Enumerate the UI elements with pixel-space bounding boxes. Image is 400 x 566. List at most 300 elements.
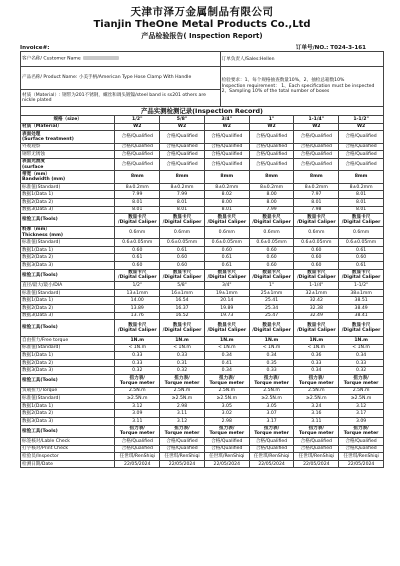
table-row [21,445,384,453]
table-cell: W2 [294,123,339,131]
invoice-label: Invoice#: [20,45,50,51]
table-cell: 合格/Qualified [294,143,339,151]
row-label: 数据2(Data 2) [21,359,115,367]
table-cell: 扭力表/ Torque meter [160,375,205,388]
column-header: 1" [249,116,294,124]
table-row [21,269,384,282]
table-cell: 合格/Qualified [204,143,249,151]
row-label: 标准值(Standard) [21,183,115,191]
table-row [21,254,384,262]
table-cell: 5/8" [160,282,205,290]
table-cell: 0.6mm [160,226,205,239]
table-cell: 0.61 [204,262,249,270]
table-cell: 数显卡尺 /Digital Caliper [115,269,160,282]
sales-cell: 订单负责人/Sales:Hellen [220,52,383,67]
requirements-cell [220,67,383,107]
table-cell: 22/05/2024 [249,460,294,468]
row-label: 数据1(Data 1) [21,191,115,199]
table-cell: 8±0.2mm [339,183,384,191]
table-cell: 合格/Qualified [339,131,384,144]
table-cell: 合格/Qualified [294,445,339,453]
customer-cell [21,52,221,67]
table-cell: 0.60 [339,254,384,262]
table-cell: 合格/Qualified [115,131,160,144]
table-cell: 0.33 [249,367,294,375]
table-cell: < 1N.m [115,344,160,352]
table-cell: 合格/Qualified [339,151,384,159]
table-cell: 2.98 [160,402,205,410]
table-row [21,312,384,320]
table-cell: 8±0.2mm [294,183,339,191]
customer-label: 客户名称/ Customer Name [22,56,81,62]
table-cell: 0.60 [294,254,339,262]
table-cell: 0.35 [249,359,294,367]
table-cell: 扭力表/ Torque meter [339,425,384,438]
table-cell: 合格/Qualified [160,445,205,453]
table-cell: 7.98 [294,206,339,214]
table-cell: 3.17 [339,410,384,418]
table-cell: ≥2.5N.m [249,395,294,403]
table-cell: 22/05/2024 [115,460,160,468]
table-cell: 8.01 [160,199,205,207]
table-cell: 25.41 [249,297,294,305]
table-cell: 8±0.2mm [160,183,205,191]
row-label: 料厚（mm） Thickness (mm) [21,226,115,239]
table-cell: 扭力表/ Torque meter [249,375,294,388]
table-cell: 0.33 [115,352,160,360]
table-cell: 25±1mm [249,289,294,297]
table-row [21,239,384,247]
table-cell: 合格/Qualified [294,438,339,446]
table-cell: 合格/Qualified [249,445,294,453]
table-cell: 合格/Qualified [160,143,205,151]
row-label: 标准值(Standard) [21,395,115,403]
table-cell: 8.01 [294,199,339,207]
table-cell: 38.51 [339,297,384,305]
table-cell: 合格/Qualified [115,445,160,453]
table-cell: 0.34 [294,367,339,375]
table-cell: 8.00 [249,199,294,207]
table-cell: 1N.m [339,337,384,345]
table-cell: 0.33 [294,359,339,367]
table-cell: 合格/Qualified [294,131,339,144]
row-label: 外观观察 [21,143,115,151]
table-cell: 0.61 [115,254,160,262]
row-label: 检验员/Inspector [21,453,115,461]
table-row [21,460,384,468]
table-cell: 13.89 [115,304,160,312]
table-cell: W2 [339,123,384,131]
table-row [21,438,384,446]
table-cell: 32.38 [294,304,339,312]
table-cell: ≥2.5N.m [115,395,160,403]
table-row [21,387,384,395]
column-header: 5/8" [160,116,205,124]
table-cell: 数显卡尺 /Digital Caliper [339,269,384,282]
table-cell: W2 [249,123,294,131]
table-row [21,367,384,375]
table-cell: 1N.m [160,337,205,345]
row-label: 数据2(Data 2) [21,410,115,418]
table-cell: 任世琪/RenShiqi [249,453,294,461]
table-cell: 任世琪/RenShiqi [339,453,384,461]
table-cell: 8.01 [339,191,384,199]
table-cell: 8.00 [204,199,249,207]
table-cell: 0.6±0.05mm [294,239,339,247]
table-cell: 0.6mm [339,226,384,239]
table-cell: 合格/Qualified [204,445,249,453]
table-cell: < 1N.m [160,344,205,352]
table-cell: 0.34 [339,352,384,360]
table-row [21,143,384,151]
table-cell: 0.32 [115,367,160,375]
table-cell: 数显卡尺 /Digital Caliper [249,320,294,337]
table-cell: 0.6mm [115,226,160,239]
table-cell: 合格/Qualified [249,131,294,144]
table-cell: 合格/Qualified [249,438,294,446]
table-cell: 1-1/2" [339,282,384,290]
table-cell: 合格/Qualified [115,143,160,151]
table-cell: ≥2.5N.m [294,395,339,403]
table-cell: 32.42 [294,297,339,305]
table-row [21,395,384,403]
table-row [21,417,384,425]
order-number: 订单号/NO.: T024-3-161 [295,45,366,51]
table-cell: 3.17 [249,417,294,425]
table-cell: 任世琪/RenShiqi [115,453,160,461]
table-cell: 1N.m [249,337,294,345]
table-cell: 8±0.2mm [249,183,294,191]
table-cell: W2 [115,123,160,131]
table-row [21,359,384,367]
table-cell: 3.12 [339,402,384,410]
material-cell: 材质（Material）: 钢带为201不锈钢，螺丝和调头镀镍/steel band is ss201 others are nickle plated [21,90,221,107]
table-cell: 3.24 [294,402,339,410]
table-cell: 3.11 [115,417,160,425]
table-cell: 8.00 [249,191,294,199]
column-header: 规格（size） [21,116,115,124]
table-cell: 扭力表/ Torque meter [294,375,339,388]
table-cell: 3.12 [160,417,205,425]
requirement-2: 2、Sampling 10% of the total number of boxes [221,89,330,95]
table-cell: 22/05/2024 [204,460,249,468]
table-cell: 合格/Qualified [160,438,205,446]
table-cell: 3.05 [204,402,249,410]
table-cell: 8.01 [160,206,205,214]
row-label: 打字核对/Print Check [21,445,115,453]
table-row [21,304,384,312]
table-cell: 32±1mm [294,289,339,297]
table-cell: ≥2.5N.m [160,395,205,403]
table-cell: 8mm [249,171,294,184]
requirements-cn: 检验要求：1、每个规格抽查数量10%，2、抽检总箱数10% [221,78,345,84]
table-row [21,282,384,290]
table-row [21,206,384,214]
table-cell: 0.6mm [294,226,339,239]
table-cell: 1-1/4" [294,282,339,290]
table-row [21,425,384,438]
table-cell: 0.34 [249,352,294,360]
order-info-table [20,51,384,107]
table-cell: 22/05/2024 [294,460,339,468]
table-cell: 8.01 [339,206,384,214]
table-cell: 3.16 [294,410,339,418]
table-cell: 0.33 [160,352,205,360]
row-label: 数据2(Data 2) [21,254,115,262]
table-cell: 8±0.2mm [204,183,249,191]
table-cell: 0.61 [339,246,384,254]
table-cell: 19.89 [204,304,249,312]
table-cell: 合格/Qualified [160,131,205,144]
column-header: 1-1/2" [339,116,384,124]
table-cell: 合格/Qualified [339,438,384,446]
table-cell: 合格/Qualified [249,151,294,159]
table-row [21,246,384,254]
table-row [21,402,384,410]
table-cell: 数显卡尺 /Digital Caliper [204,214,249,227]
table-cell: 数显卡尺 /Digital Caliper [160,269,205,282]
row-label: 标准值(Standard) [21,289,115,297]
row-label: 检验工具(Tools) [21,269,115,282]
table-row [21,158,384,171]
row-label: 数据3(Data 3) [21,367,115,375]
table-row [21,375,384,388]
report-title: 产品检验报告( Inspection Report) [141,32,263,40]
row-label: 数据1(Data 1) [21,402,115,410]
table-cell: 8.01 [204,206,249,214]
table-cell: 0.6±0.05mm [249,239,294,247]
table-cell: 0.60 [115,262,160,270]
row-label: 数据3(Data 3) [21,312,115,320]
inspection-record-table [20,115,384,468]
table-cell: 7.99 [115,191,160,199]
redacted-customer-name [83,56,119,60]
table-cell: 合格/Qualified [339,143,384,151]
row-label: 直径/最大/最小/DIA [21,282,115,290]
table-cell: 1N.m [294,337,339,345]
table-cell: 3.11 [294,417,339,425]
column-header: 3/4" [204,116,249,124]
record-body [21,116,384,468]
row-label: 数据1(Data 1) [21,297,115,305]
table-cell: 1" [249,282,294,290]
table-cell: 合格/Qualified [160,158,205,171]
table-cell: 合格/Qualified [115,151,160,159]
table-cell: 数显卡尺 /Digital Caliper [294,214,339,227]
table-cell: 0.6±0.05mm [204,239,249,247]
table-row [21,183,384,191]
table-cell: 0.36 [294,352,339,360]
table-cell: 1N.m [204,337,249,345]
table-cell: 任世琪/RenShiqi [204,453,249,461]
table-cell: 数显卡尺 /Digital Caliper [249,214,294,227]
table-cell: 2.5N.m [160,387,205,395]
table-cell: 0.31 [160,359,205,367]
table-cell: 3.09 [115,410,160,418]
row-label: 数据3(Data 3) [21,206,115,214]
table-cell: 数显卡尺 /Digital Caliper [339,214,384,227]
table-cell: 14.00 [115,297,160,305]
table-cell: 扭力表/ Torque meter [160,425,205,438]
table-cell: 任世琪/RenShiqi [160,453,205,461]
table-cell: 0.34 [204,352,249,360]
table-cell: 0.6mm [204,226,249,239]
table-cell: 3.05 [249,402,294,410]
table-cell: 数显卡尺 /Digital Caliper [115,214,160,227]
table-cell: 7.99 [249,206,294,214]
table-row [21,344,384,352]
table-cell: 数显卡尺 /Digital Caliper [294,269,339,282]
table-cell: 0.34 [204,367,249,375]
table-cell: 数显卡尺 /Digital Caliper [115,320,160,337]
table-cell: 合格/Qualified [294,151,339,159]
row-label: 表面处理 (Surface treatment) [21,131,115,144]
table-cell: 38±1mm [339,289,384,297]
table-cell: 扭力表/ Torque meter [204,425,249,438]
table-cell: 3.09 [339,417,384,425]
row-label: 负载扭力/Torque [21,387,115,395]
table-cell: 8.01 [115,206,160,214]
table-cell: < 1N.m [339,344,384,352]
table-cell: 合格/Qualified [339,445,384,453]
table-cell: 数显卡尺 /Digital Caliper [294,320,339,337]
table-cell: 0.61 [339,262,384,270]
table-cell: 32.49 [294,312,339,320]
table-cell: 8mm [339,171,384,184]
table-cell: 合格/Qualified [339,158,384,171]
row-label: 数据3(Data 3) [21,262,115,270]
table-cell: ≥2.5N.m [339,395,384,403]
table-cell: < 1N.m [204,344,249,352]
table-cell: 0.6±0.05mm [160,239,205,247]
table-cell: 0.32 [160,367,205,375]
row-label: 数据1(Data 1) [21,352,115,360]
table-cell: 3.12 [115,402,160,410]
table-cell: ≥2.5N.m [204,395,249,403]
table-cell: 合格/Qualified [115,438,160,446]
table-cell: 数显卡尺 /Digital Caliper [204,320,249,337]
table-cell: 合格/Qualified [204,438,249,446]
table-cell: 16±1mm [160,289,205,297]
table-cell: 8mm [294,171,339,184]
table-row [21,289,384,297]
table-cell: 0.60 [249,254,294,262]
table-cell: 0.6±0.05mm [339,239,384,247]
table-row [21,262,384,270]
table-cell: 8mm [115,171,160,184]
table-row [21,123,384,131]
column-header: 1/2" [115,116,160,124]
table-cell: 3/4" [204,282,249,290]
table-cell: 2.5N.m [115,387,160,395]
table-cell: 0.33 [339,359,384,367]
table-cell: 0.60 [294,262,339,270]
table-cell: 扭力表/ Torque meter [249,425,294,438]
row-label: 表面光滑度 (surface [21,158,115,171]
table-cell: 13±1mm [115,289,160,297]
table-cell: 合格/Qualified [204,131,249,144]
table-cell: 19.73 [204,312,249,320]
row-label: 检验工具(Tools) [21,214,115,227]
table-row [21,352,384,360]
table-cell: 0.60 [160,254,205,262]
table-cell: 数显卡尺 /Digital Caliper [339,320,384,337]
table-cell: 数显卡尺 /Digital Caliper [249,269,294,282]
table-cell: 1/2" [115,282,160,290]
table-row [21,453,384,461]
row-label: 标准值(Standard) [21,239,115,247]
table-cell: 0.61 [204,254,249,262]
table-cell: 8.02 [204,191,249,199]
table-cell: 扭力表/ Torque meter [294,425,339,438]
table-cell: 合格/Qualified [294,158,339,171]
row-label: 标准值(Standard) [21,344,115,352]
table-cell: 22/05/2024 [160,460,205,468]
table-cell: 22/05/2024 [339,460,384,468]
table-row [21,171,384,184]
table-cell: 3.11 [160,410,205,418]
table-cell: 0.6±0.05mm [115,239,160,247]
table-cell: 7.97 [294,191,339,199]
table-row [21,131,384,144]
table-cell: 8mm [204,171,249,184]
table-cell: 0.33 [115,359,160,367]
record-header-row [21,116,384,124]
row-label: 钢带无锈蚀 [21,151,115,159]
table-cell: 合格/Qualified [204,151,249,159]
row-label: 检验工具(Tools) [21,425,115,438]
table-cell: 0.60 [249,246,294,254]
table-cell: 38.49 [339,304,384,312]
table-cell: 2.5N.m [294,387,339,395]
table-cell: 数显卡尺 /Digital Caliper [160,320,205,337]
table-row [21,410,384,418]
table-cell: 16.37 [160,304,205,312]
table-cell: 扭力表/ Torque meter [339,375,384,388]
table-cell: 扭力表/ Torque meter [204,375,249,388]
row-label: 材质（Material） [21,123,115,131]
table-cell: 3.02 [204,410,249,418]
table-cell: W2 [160,123,205,131]
table-row [21,199,384,207]
table-cell: W2 [204,123,249,131]
table-cell: < 1N.m [294,344,339,352]
table-cell: 20.14 [204,297,249,305]
company-name-cn: 天津市泽万金属制品有限公司 [130,6,274,18]
row-label: 数据2(Data 2) [21,199,115,207]
table-cell: 0.60 [115,246,160,254]
requirement-1: Inspection requirement： 1、Each specification must be inspected [221,83,375,89]
table-cell: 0.60 [249,262,294,270]
table-cell: 0.60 [160,262,205,270]
table-cell: 2.98 [204,417,249,425]
row-label: 检验工具(Tools) [21,375,115,388]
row-label: 标签核对/Lable Check [21,438,115,446]
table-cell: 扭力表/ Torque meter [115,425,160,438]
table-cell: 合格/Qualified [249,158,294,171]
table-cell: 合格/Qualified [204,158,249,171]
table-cell: 0.41 [204,359,249,367]
table-cell: 任世琪/RenShiqi [294,453,339,461]
table-cell: 19±1mm [204,289,249,297]
table-cell: 8.01 [339,199,384,207]
table-cell: 8.01 [115,199,160,207]
row-label: 数据1(Data 1) [21,246,115,254]
table-cell: 38.41 [339,312,384,320]
table-row [21,151,384,159]
row-label: 自由扭力/Free torque [21,337,115,345]
table-cell: 2.5N.m [204,387,249,395]
